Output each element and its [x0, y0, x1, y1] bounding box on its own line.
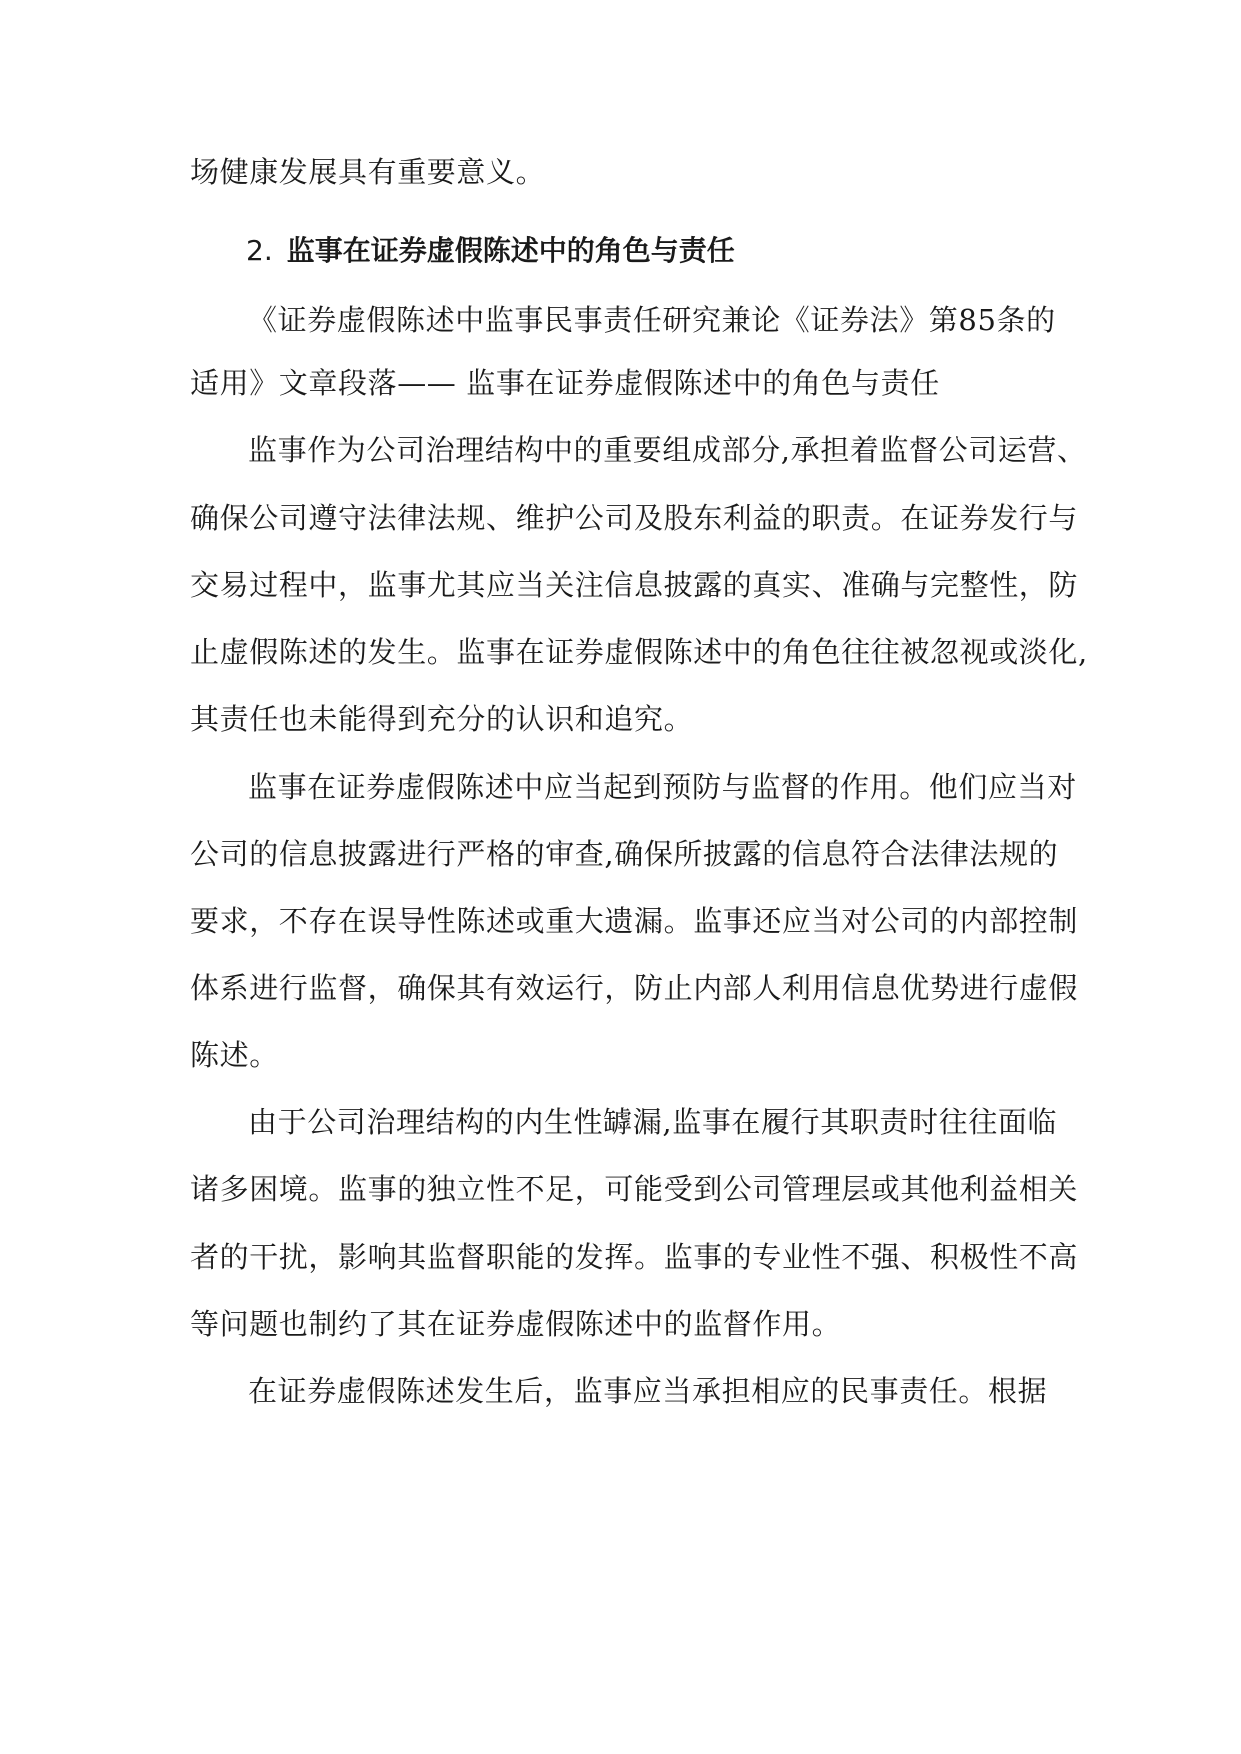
- paragraph-line: 由于公司治理结构的内生性罅漏,监事在履行其职责时往往面临: [248, 1105, 1058, 1139]
- paragraph-line: 监事在证券虚假陈述中应当起到预防与监督的作用。他们应当对: [248, 770, 1077, 804]
- paragraph-line: 公司的信息披露进行严格的审查,确保所披露的信息符合法律法规的: [190, 837, 1059, 871]
- section-heading: [0, 229, 1241, 273]
- paragraph-line: 其责任也未能得到充分的认识和追究。: [190, 702, 694, 736]
- paragraph-line: 监事作为公司治理结构中的重要组成部分,承担着监督公司运营、: [248, 433, 1087, 467]
- paragraph-line: 在证券虚假陈述发生后，监事应当承担相应的民事责任。根据: [248, 1374, 1048, 1408]
- section-title: 监事在证券虚假陈述中的角色与责任: [286, 234, 735, 267]
- paragraph-line: 场健康发展具有重要意义。: [190, 155, 546, 189]
- paragraph-line: 陈述。: [190, 1038, 279, 1072]
- paragraph-line: 止虚假陈述的发生。监事在证券虚假陈述中的角色往往被忽视或淡化,: [190, 635, 1088, 669]
- paragraph-line: 诸多困境。监事的独立性不足，可能受到公司管理层或其他利益相关: [190, 1172, 1079, 1206]
- paragraph-line: 适用》文章段落—— 监事在证券虚假陈述中的角色与责任: [190, 366, 940, 400]
- paragraph-line: 确保公司遵守法律法规、维护公司及股东利益的职责。在证券发行与: [190, 501, 1079, 535]
- paragraph-line: 交易过程中，监事尤其应当关注信息披露的真实、准确与完整性，防: [190, 568, 1079, 602]
- paragraph-line: 者的干扰，影响其监督职能的发挥。监事的专业性不强、积极性不高: [190, 1240, 1079, 1274]
- paragraph-line: 《证券虚假陈述中监事民事责任研究兼论《证券法》第85条的: [248, 303, 1056, 337]
- paragraph-line: 等问题也制约了其在证券虚假陈述中的监督作用。: [190, 1307, 842, 1341]
- paragraph-line: 要求，不存在误导性陈述或重大遗漏。监事还应当对公司的内部控制: [190, 904, 1079, 938]
- paragraph-line: 体系进行监督，确保其有效运行，防止内部人利用信息优势进行虚假: [190, 971, 1079, 1005]
- section-number: 2.: [246, 234, 273, 267]
